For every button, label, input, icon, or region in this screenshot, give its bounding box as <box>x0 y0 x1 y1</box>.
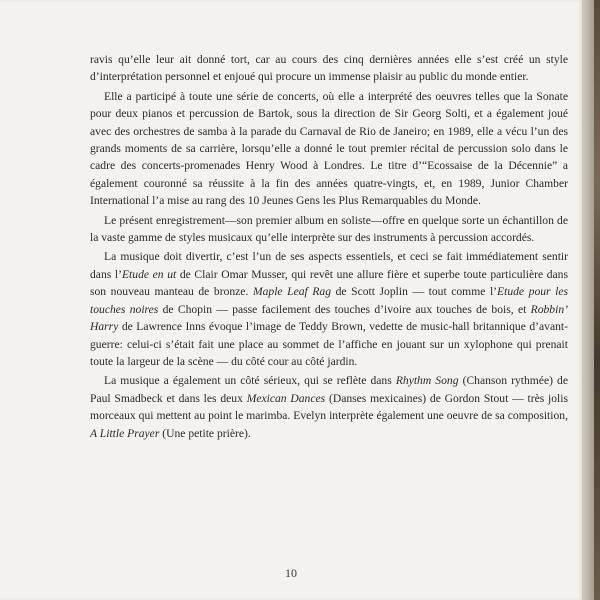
paragraph-3 <box>90 212 568 247</box>
work-title: Mexican Dances <box>246 391 326 405</box>
text-segment: (Une petite prière). <box>159 426 251 440</box>
work-title: Robbin’ Harry <box>90 302 568 334</box>
work-title: Rhythm Song <box>395 374 459 388</box>
work-title: Etude en ut <box>121 267 177 281</box>
body-text <box>90 51 568 444</box>
paragraph-4 <box>90 248 568 370</box>
text-segment: de Chopin — passe facilement des touches d’ivoire aux touches de bois, et <box>158 302 531 316</box>
cover-edge <box>594 0 600 600</box>
text-segment: La musique doit divertir, c’est l’un de ses aspects essentiels, et ceci se fait immédiatement sentir dans l’ <box>90 250 568 281</box>
text-segment: de Clair Omar Musser, qui revêt une allure fière et superbe toute particulière dans son nouveau manteau de bronze. <box>90 267 568 299</box>
work-title: Etude pour les touches noires <box>90 285 569 316</box>
work-title: Maple Leaf Rag <box>252 285 332 299</box>
paragraph-5 <box>90 372 568 442</box>
paragraph-1 <box>90 51 568 86</box>
text-segment: Le présent enregistrement—son premier album en soliste—offre en quelque sorte un échantillon de la vaste gamme de styles musicaux qu’elle interprète sur des instruments à percussion accordés. <box>90 213 568 245</box>
work-title: A Little Prayer <box>90 426 160 440</box>
text-segment: (Danses mexicaines) de Gordon Stout — très jolis morceaux qui mettent au point le marimba. Evelyn interprète également une oeuvre de sa composition, <box>90 391 568 423</box>
text-segment: de Lawrence Inns évoque l’image de Teddy Brown, vedette de music-hall britannique d’avant-guerre: celui-ci s’était fait une place au sommet de l’affiche en jouant sur un xylophone qui prenait toute la largeur de la scène — du côté cour au côté jardin. <box>90 320 568 368</box>
text-segment: Elle a participé à toute une série de concerts, où elle a interprété des oeuvres telles que la Sonate pour deux pianos et percussion de Bartok, sous la direction de Sir Georg Solti, et a également joué avec des orchestres de samba à la parade du Carnaval de Rio de Janeiro; en 1989, elle a vécu l’un des grands moments de sa carrière, lorsqu’elle a donné le tout premier récital de percussion solo dans le cadre des concerts-promenades Henry Wood à Londres. Le titre d’“Ecossaise de la Décennie” a également couronné sa réussite à la fin des années quatre-vingts, et, en 1989, Junior Chamber International l’a mise au rang des 10 Jeunes Gens les Plus Remarquables du Monde. <box>90 89 568 208</box>
page-number: 10 <box>285 566 297 580</box>
paragraph-2 <box>90 88 568 210</box>
text-segment: La musique a également un côté sérieux, qui se reflète dans <box>104 374 396 388</box>
text-segment: (Chanson rythmée) de Paul Smadbeck et dans les deux <box>90 374 568 405</box>
text-segment: ravis qu’elle leur ait donné tort, car au cours des cinq dernières années elle s’est créé un style d’interprétation personnel et enjoué qui procure un immense plaisir au public du monde entier. <box>90 53 568 84</box>
text-segment: de Scott Joplin — tout comme l’ <box>331 285 498 299</box>
